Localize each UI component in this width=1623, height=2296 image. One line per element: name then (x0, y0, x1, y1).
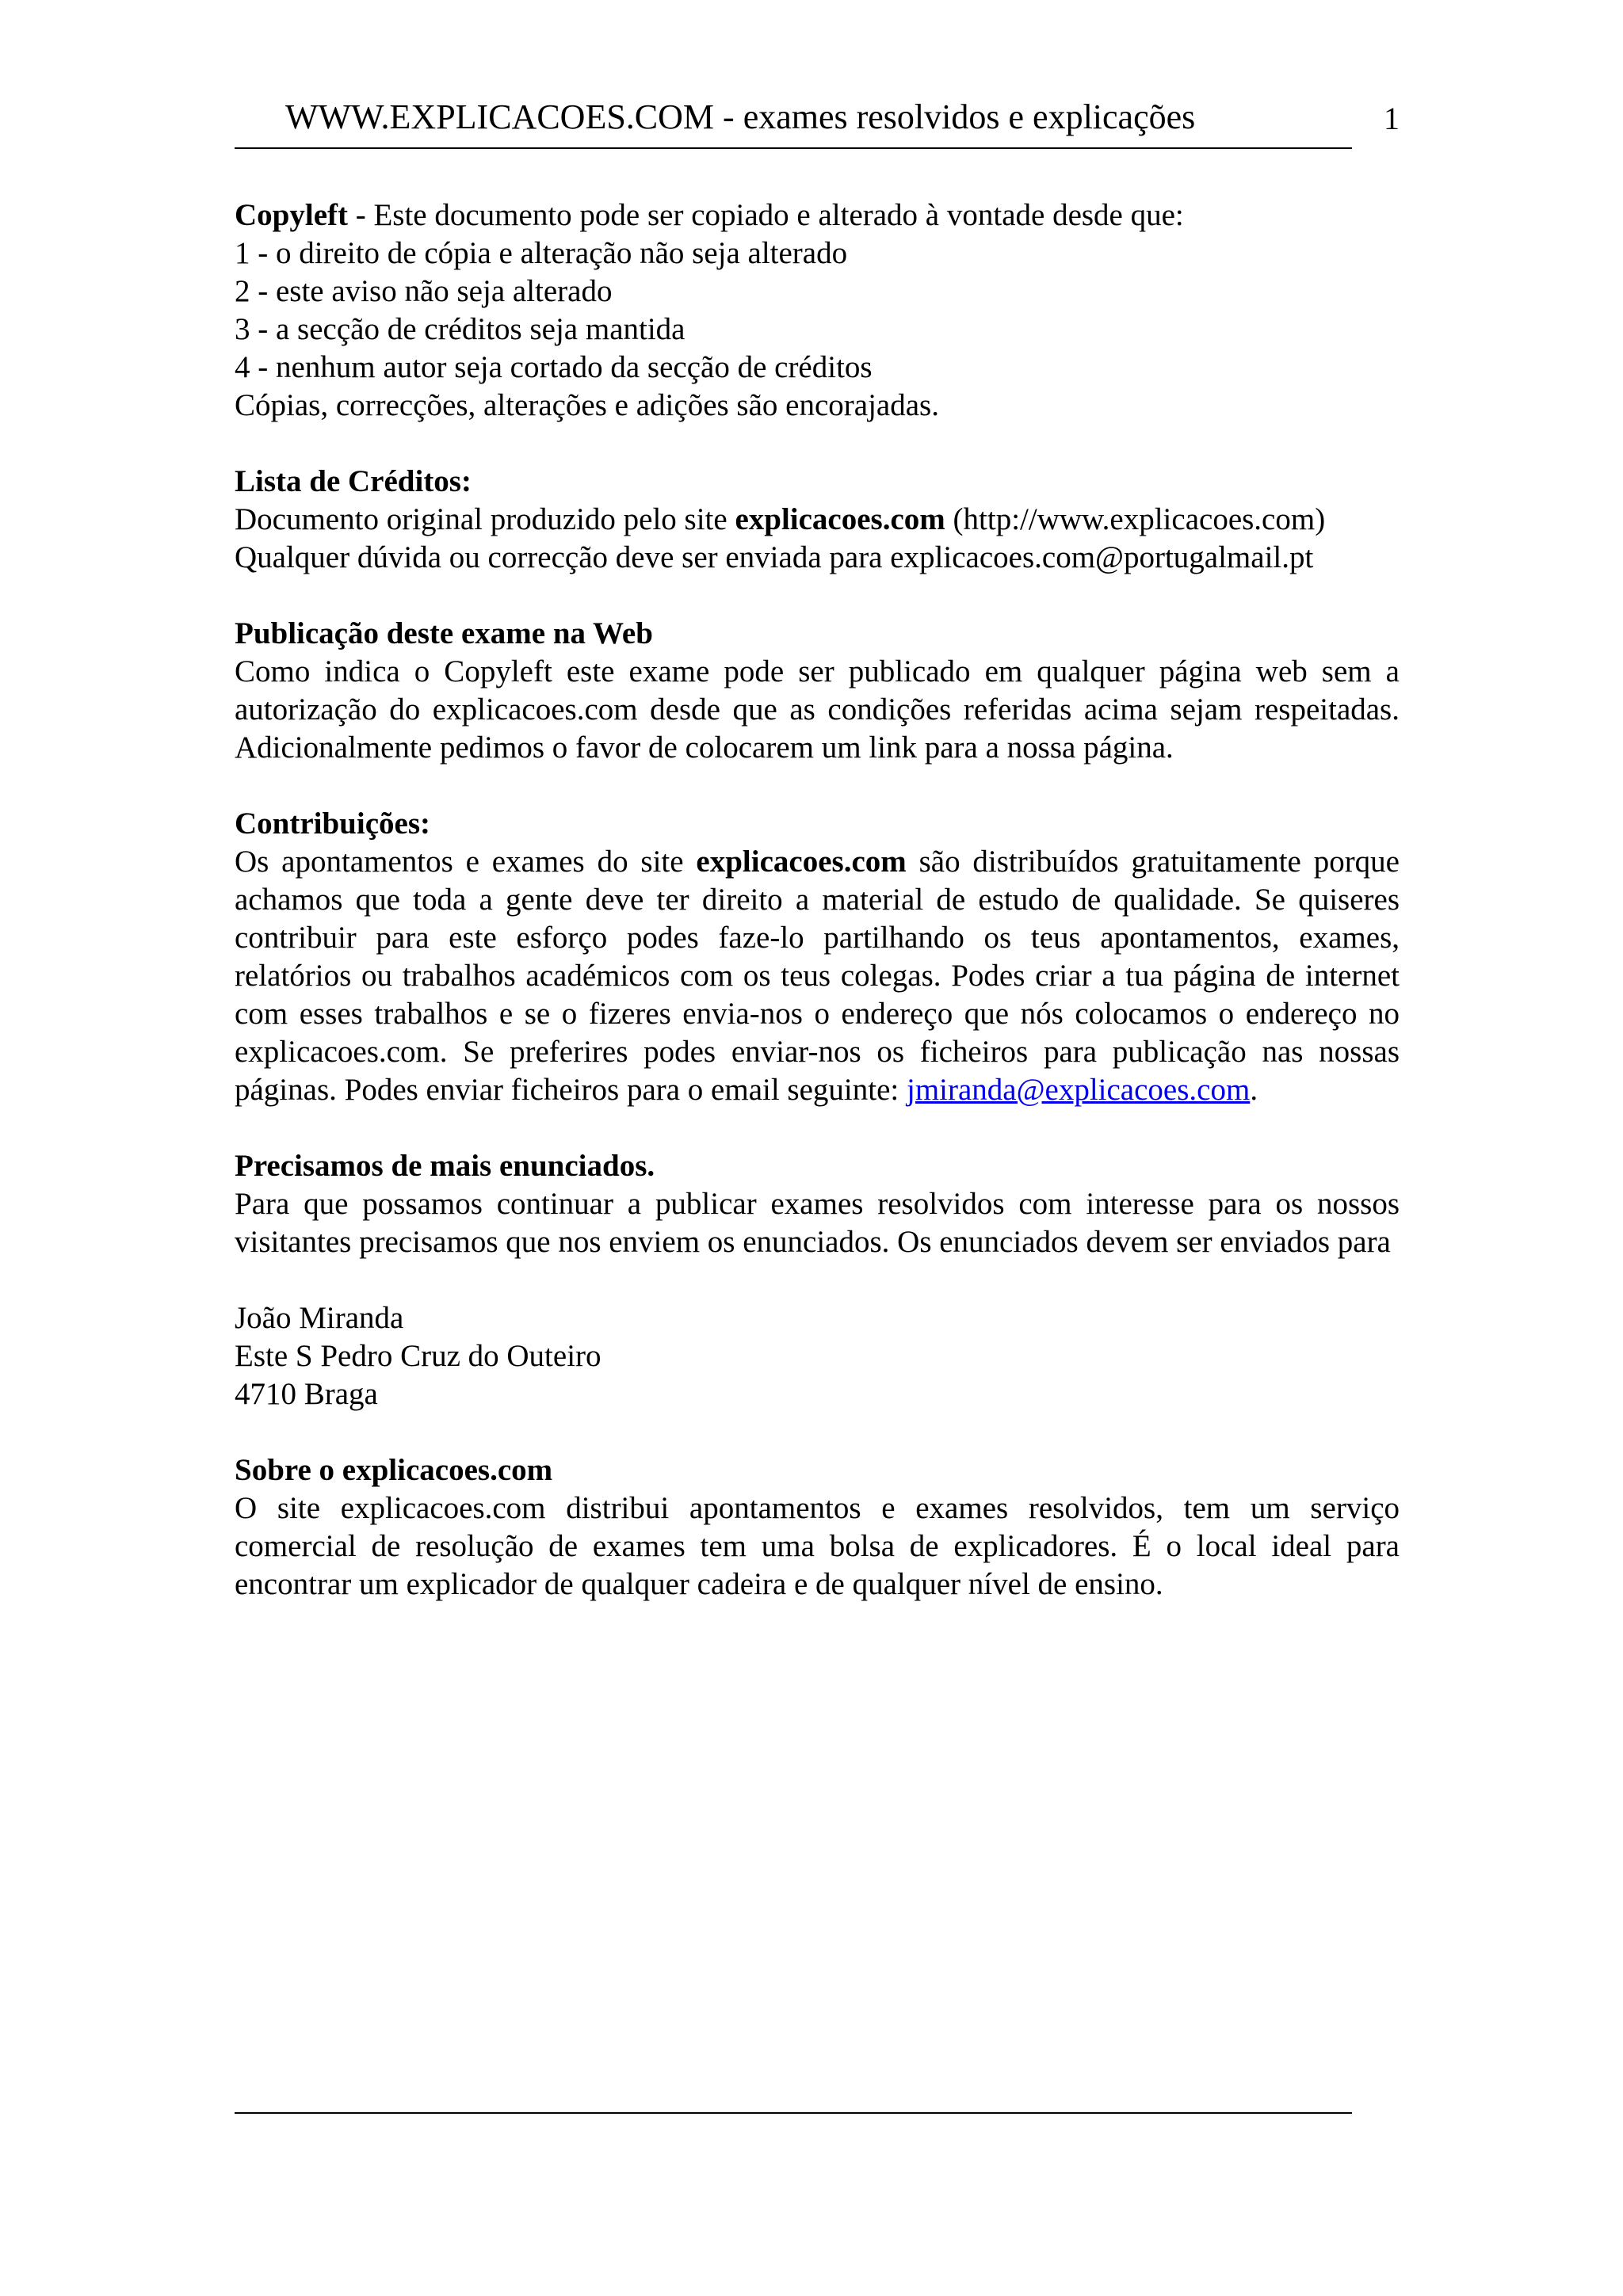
copyleft-item-4: 4 - nenhum autor seja cortado da secção de créditos (235, 350, 873, 384)
publication-heading: Publicação deste exame na Web (235, 616, 653, 650)
contributions-text: Os apontamentos e exames do site explicacoes.com são distribuídos gratuitamente porque achamos que toda a gente deve ter direito a material de estudo de qualidade. Se quiseres contribuir para este esforço podes faze-lo partilhando os teus apontamentos, exames, relatórios ou trabalhos académicos com os teus colegas. Podes criar a tua página de internet com esses trabalhos e se o fizeres envia-nos o endereço que nós colocamos o endereço no explicacoes.com. Se preferires podes enviar-nos os ficheiros para publicação nas nossas páginas. Podes enviar ficheiros para o email seguinte: jmiranda@explicacoes.com. (235, 845, 1400, 1107)
site-name-bold: explicacoes.com (735, 502, 945, 536)
address-name: João Miranda (235, 1301, 404, 1335)
copyleft-label: Copyleft (235, 198, 348, 232)
enunciados-heading: Precisamos de mais enunciados. (235, 1149, 655, 1183)
site-name-bold: explicacoes.com (696, 845, 907, 879)
document-body (235, 196, 1400, 1604)
about-text: O site explicacoes.com distribui apontamentos e exames resolvidos, tem um serviço comercial de resolução de exames tem uma bolsa de explicadores. É o local ideal para encontrar um explicador de qualquer cadeira e de qualquer nível de ensino. (235, 1491, 1400, 1601)
copyleft-intro (235, 196, 1400, 235)
page-header (235, 93, 1352, 149)
copyleft-closing: Cópias, correcções, alterações e adições são encorajadas. (235, 388, 939, 422)
address-street: Este S Pedro Cruz do Outeiro (235, 1339, 601, 1373)
copyleft-item-2: 2 - este aviso não seja alterado (235, 274, 613, 308)
copyleft-item-1: 1 - o direito de cópia e alteração não seja alterado (235, 236, 848, 270)
footer-rule (235, 2112, 1352, 2114)
address-city: 4710 Braga (235, 1377, 378, 1411)
copyleft-item-3: 3 - a secção de créditos seja mantida (235, 312, 685, 346)
publication-text: Como indica o Copyleft este exame pode ser publicado em qualquer página web sem a autorização do explicacoes.com desde que as condições referidas acima sejam respeitadas. Adicionalmente pedimos o favor de colocarem um link para a nossa página. (235, 654, 1400, 765)
credits-line-2: Qualquer dúvida ou correcção deve ser enviada para explicacoes.com@portugalmail.pt (235, 540, 1314, 574)
email-link[interactable]: jmiranda@explicacoes.com (906, 1073, 1251, 1107)
header-title: WWW.EXPLICACOES.COM - exames resolvidos e explicações (285, 97, 1196, 136)
copyleft-intro-text: - Este documento pode ser copiado e alterado à vontade desde que: (347, 198, 1184, 232)
contributions-heading: Contribuições: (235, 807, 430, 841)
enunciados-text: Para que possamos continuar a publicar exames resolvidos com interesse para os nossos visitantes precisamos que nos enviem os enunciados. Os enunciados devem ser enviados para (235, 1187, 1400, 1259)
page-number: 1 (1384, 101, 1400, 136)
credits-line-1: Documento original produzido pelo site explicacoes.com (http://www.explicacoes.com) (235, 502, 1326, 536)
credits-heading: Lista de Créditos: (235, 464, 472, 498)
about-heading: Sobre o explicacoes.com (235, 1453, 553, 1487)
